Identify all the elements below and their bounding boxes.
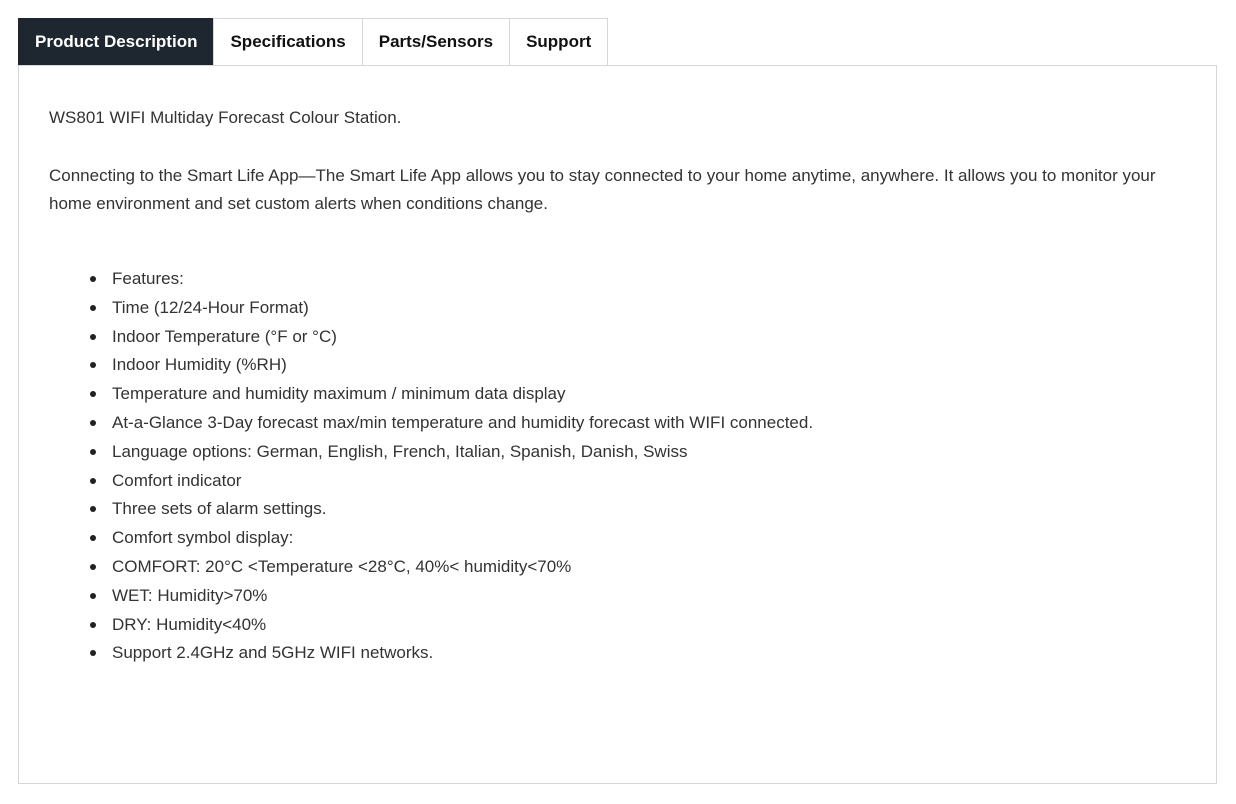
list-item: At-a-Glance 3-Day forecast max/min temperature and humidity forecast with WIFI connected. [112, 409, 1186, 438]
product-title-line: WS801 WIFI Multiday Forecast Colour Station. [49, 108, 402, 127]
tab-support[interactable]: Support [509, 18, 608, 65]
tab-bar [18, 18, 607, 65]
tab-parts-sensors[interactable]: Parts/Sensors [362, 18, 510, 65]
tab-panel-product-description [18, 65, 1217, 784]
list-item: Indoor Temperature (°F or °C) [112, 323, 1186, 352]
list-item: Features: [112, 265, 1186, 294]
list-item: Comfort indicator [112, 467, 1186, 496]
list-item: COMFORT: 20°C <Temperature <28°C, 40%< humidity<70% [112, 553, 1186, 582]
tab-specifications[interactable]: Specifications [213, 18, 362, 65]
list-item: WET: Humidity>70% [112, 582, 1186, 611]
list-item: Support 2.4GHz and 5GHz WIFI networks. [112, 639, 1186, 668]
list-item: Temperature and humidity maximum / minimum data display [112, 380, 1186, 409]
features-list [49, 265, 1186, 668]
tab-product-description[interactable]: Product Description [18, 18, 214, 65]
list-item: Language options: German, English, French, Italian, Spanish, Danish, Swiss [112, 438, 1186, 467]
list-item: Three sets of alarm settings. [112, 495, 1186, 524]
list-item: Indoor Humidity (%RH) [112, 351, 1186, 380]
list-item: Comfort symbol display: [112, 524, 1186, 553]
product-intro-paragraph: Connecting to the Smart Life App—The Smart Life App allows you to stay connected to your home anytime, anywhere. It allows you to monitor your home environment and set custom alerts when conditions change. [49, 166, 1156, 213]
list-item: DRY: Humidity<40% [112, 611, 1186, 640]
list-item: Time (12/24-Hour Format) [112, 294, 1186, 323]
